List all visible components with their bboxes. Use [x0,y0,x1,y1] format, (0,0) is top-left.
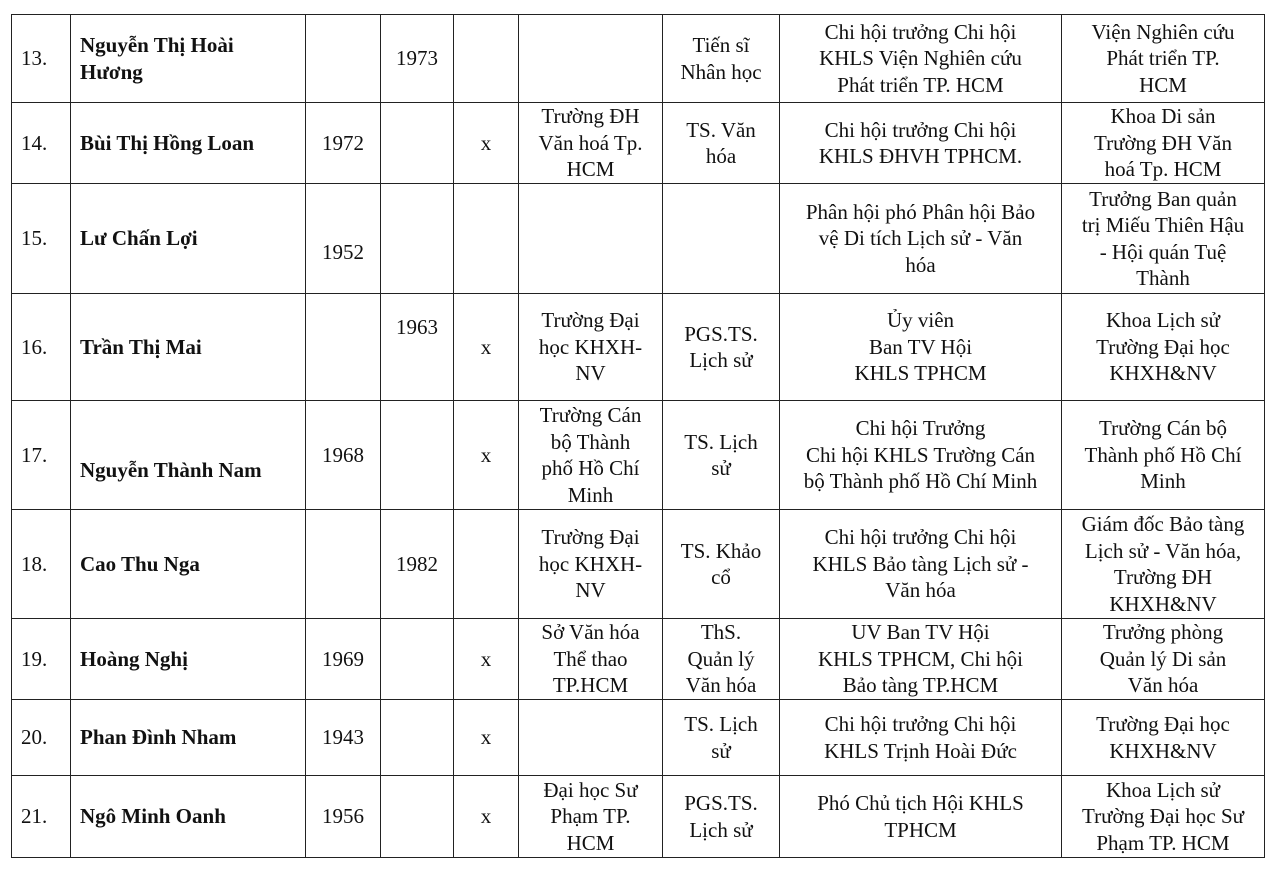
degree [663,184,780,294]
party-member-mark [454,510,519,619]
member-name: Bùi Thị Hồng Loan [71,103,306,184]
association-position: Ủy viên Ban TV Hội KHLS TPHCM [780,294,1062,401]
work-unit: Khoa Lịch sử Trường Đại học Sư Phạm TP. HCM [1062,776,1265,858]
work-unit: Khoa Lịch sử Trường Đại học KHXH&NV [1062,294,1265,401]
member-name: Trần Thị Mai [71,294,306,401]
table-row [12,619,1265,700]
party-member-mark: x [454,294,519,401]
work-unit: Trưởng phòng Quản lý Di sản Văn hóa [1062,619,1265,700]
birth-year-female [381,103,454,184]
party-member-mark [454,15,519,103]
birth-year-male [306,510,381,619]
association-position: Chi hội trưởng Chi hội KHLS Viện Nghiên cứu Phát triển TP. HCM [780,15,1062,103]
work-unit: Trường Cán bộ Thành phố Hồ Chí Minh [1062,401,1265,510]
workplace: Trường Đại học KHXH- NV [519,510,663,619]
party-member-mark: x [454,619,519,700]
work-unit: Khoa Di sản Trường ĐH Văn hoá Tp. HCM [1062,103,1265,184]
degree: PGS.TS. Lịch sử [663,776,780,858]
birth-year-male: 1968 [306,401,381,510]
row-number: 18. [12,510,71,619]
workplace [519,15,663,103]
party-member-mark [454,184,519,294]
row-number: 19. [12,619,71,700]
members-table [11,14,1265,858]
workplace: Trường Đại học KHXH- NV [519,294,663,401]
birth-year-male: 1943 [306,700,381,776]
member-name: Nguyễn Thành Nam [71,401,306,510]
member-name: Hoàng Nghị [71,619,306,700]
work-unit: Trường Đại học KHXH&NV [1062,700,1265,776]
work-unit: Giám đốc Bảo tàng Lịch sử - Văn hóa, Trường ĐH KHXH&NV [1062,510,1265,619]
birth-year-male: 1969 [306,619,381,700]
row-number: 15. [12,184,71,294]
degree: ThS. Quản lý Văn hóa [663,619,780,700]
row-number: 21. [12,776,71,858]
degree: TS. Khảo cổ [663,510,780,619]
row-number: 20. [12,700,71,776]
association-position: Chi hội trưởng Chi hội KHLS Bảo tàng Lịch sử - Văn hóa [780,510,1062,619]
birth-year-female [381,184,454,294]
birth-year-male: 1972 [306,103,381,184]
association-position: Chi hội Trưởng Chi hội KHLS Trường Cán bộ Thành phố Hồ Chí Minh [780,401,1062,510]
association-position: Chi hội trưởng Chi hội KHLS Trịnh Hoài Đức [780,700,1062,776]
birth-year-female: 1973 [381,15,454,103]
member-name: Nguyễn Thị Hoài Hương [71,15,306,103]
work-unit: Trưởng Ban quản trị Miếu Thiên Hậu - Hội quán Tuệ Thành [1062,184,1265,294]
member-name: Lư Chấn Lợi [71,184,306,294]
birth-year-female: 1982 [381,510,454,619]
workplace: Sở Văn hóa Thể thao TP.HCM [519,619,663,700]
member-name: Ngô Minh Oanh [71,776,306,858]
row-number: 17. [12,401,71,510]
member-name: Phan Đình Nham [71,700,306,776]
work-unit: Viện Nghiên cứu Phát triển TP. HCM [1062,15,1265,103]
row-number: 16. [12,294,71,401]
table-row [12,15,1265,103]
birth-year-male [306,294,381,401]
association-position: UV Ban TV Hội KHLS TPHCM, Chi hội Bảo tàng TP.HCM [780,619,1062,700]
degree: PGS.TS. Lịch sử [663,294,780,401]
association-position: Phó Chủ tịch Hội KHLS TPHCM [780,776,1062,858]
table-row [12,700,1265,776]
birth-year-male: 1956 [306,776,381,858]
workplace: Trường Cán bộ Thành phố Hồ Chí Minh [519,401,663,510]
workplace [519,700,663,776]
birth-year-male: 1952 [306,184,381,294]
table-row [12,776,1265,858]
degree: Tiến sĩ Nhân học [663,15,780,103]
birth-year-female [381,776,454,858]
degree: TS. Lịch sử [663,700,780,776]
party-member-mark: x [454,700,519,776]
table-row [12,294,1265,401]
association-position: Chi hội trưởng Chi hội KHLS ĐHVH TPHCM. [780,103,1062,184]
birth-year-female [381,619,454,700]
workplace: Trường ĐH Văn hoá Tp. HCM [519,103,663,184]
table-row [12,103,1265,184]
birth-year-female [381,700,454,776]
workplace [519,184,663,294]
workplace: Đại học Sư Phạm TP. HCM [519,776,663,858]
party-member-mark: x [454,776,519,858]
birth-year-female: 1963 [381,294,454,401]
table-row [12,401,1265,510]
table-row [12,184,1265,294]
party-member-mark: x [454,401,519,510]
row-number: 13. [12,15,71,103]
member-name: Cao Thu Nga [71,510,306,619]
birth-year-female [381,401,454,510]
association-position: Phân hội phó Phân hội Bảo vệ Di tích Lịch sử - Văn hóa [780,184,1062,294]
table-row [12,510,1265,619]
row-number: 14. [12,103,71,184]
degree: TS. Văn hóa [663,103,780,184]
birth-year-male [306,15,381,103]
party-member-mark: x [454,103,519,184]
degree: TS. Lịch sử [663,401,780,510]
